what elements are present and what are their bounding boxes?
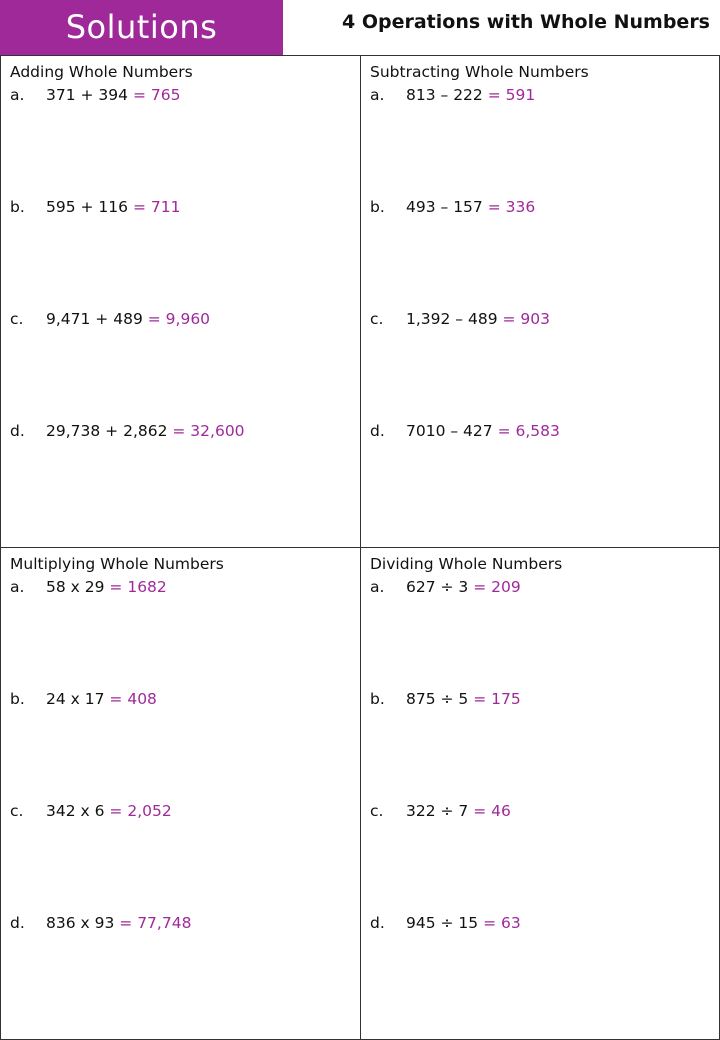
problem-expression: 813 – 222 [406, 86, 483, 104]
solutions-banner: Solutions [0, 0, 283, 55]
problem-label: c. [10, 310, 24, 328]
problem-label: a. [10, 86, 25, 104]
section-multiplying [1, 548, 361, 1039]
problem-label: d. [10, 914, 25, 932]
problem-label: c. [370, 802, 384, 820]
problem-label: b. [370, 198, 385, 216]
problem-label: a. [370, 578, 385, 596]
problem-label: a. [10, 578, 25, 596]
problem-answer: = 408 [109, 690, 157, 708]
problem-answer: = 175 [473, 690, 521, 708]
problem-answer: = 336 [487, 198, 536, 216]
problem-answer: = 591 [487, 86, 536, 104]
problem-item [10, 309, 210, 329]
problem-expression: 9,471 + 489 [46, 310, 143, 328]
problem-label: b. [10, 690, 25, 708]
problem-item [370, 85, 535, 105]
problem-item [370, 421, 560, 441]
problem-item [370, 309, 550, 329]
problem-item [10, 421, 245, 441]
problem-expression: 875 ÷ 5 [406, 690, 469, 708]
problem-item [10, 577, 167, 597]
problem-label: b. [370, 690, 385, 708]
problem-item [10, 85, 180, 105]
problem-expression: 58 x 29 [46, 578, 105, 596]
page-header [0, 0, 720, 55]
section-title: Dividing Whole Numbers [370, 555, 563, 573]
problem-item [370, 197, 535, 217]
problem-expression: 371 + 394 [46, 86, 129, 104]
problem-item [370, 801, 511, 821]
problem-item [10, 913, 191, 933]
section-title: Multiplying Whole Numbers [10, 555, 224, 573]
problem-item [370, 689, 521, 709]
problem-answer: = 9,960 [147, 310, 211, 328]
problem-answer: = 63 [483, 914, 521, 932]
problem-answer: = 903 [502, 310, 550, 328]
problem-item [370, 913, 521, 933]
section-dividing [361, 548, 719, 1039]
section-adding [1, 56, 361, 548]
problem-expression: 627 ÷ 3 [406, 578, 469, 596]
problem-item [10, 801, 172, 821]
problem-label: c. [10, 802, 24, 820]
problem-expression: 342 x 6 [46, 802, 105, 820]
problem-grid [0, 55, 720, 1040]
problem-expression: 322 ÷ 7 [406, 802, 469, 820]
problem-expression: 493 – 157 [406, 198, 483, 216]
section-subtracting [361, 56, 719, 548]
problem-label: d. [370, 914, 385, 932]
problem-expression: 1,392 – 489 [406, 310, 498, 328]
problem-answer: = 1682 [109, 578, 167, 596]
problem-item [10, 689, 157, 709]
problem-answer: = 711 [132, 198, 181, 216]
problem-answer: = 765 [132, 86, 181, 104]
problem-label: b. [10, 198, 25, 216]
section-title: Adding Whole Numbers [10, 63, 193, 81]
problem-expression: 7010 – 427 [406, 422, 493, 440]
problem-expression: 24 x 17 [46, 690, 105, 708]
problem-label: a. [370, 86, 385, 104]
problem-label: d. [370, 422, 385, 440]
problem-label: d. [10, 422, 25, 440]
problem-item [10, 197, 180, 217]
problem-label: c. [370, 310, 384, 328]
problem-answer: = 77,748 [119, 914, 192, 932]
problem-answer: = 209 [473, 578, 521, 596]
problem-answer: = 32,600 [172, 422, 245, 440]
problem-expression: 29,738 + 2,862 [46, 422, 168, 440]
problem-expression: 945 ÷ 15 [406, 914, 479, 932]
problem-answer: = 46 [473, 802, 511, 820]
worksheet-title: 4 Operations with Whole Numbers [342, 11, 710, 33]
problem-answer: = 2,052 [109, 802, 172, 820]
problem-item [370, 577, 521, 597]
problem-answer: = 6,583 [497, 422, 560, 440]
problem-expression: 836 x 93 [46, 914, 115, 932]
problem-expression: 595 + 116 [46, 198, 129, 216]
section-title: Subtracting Whole Numbers [370, 63, 589, 81]
